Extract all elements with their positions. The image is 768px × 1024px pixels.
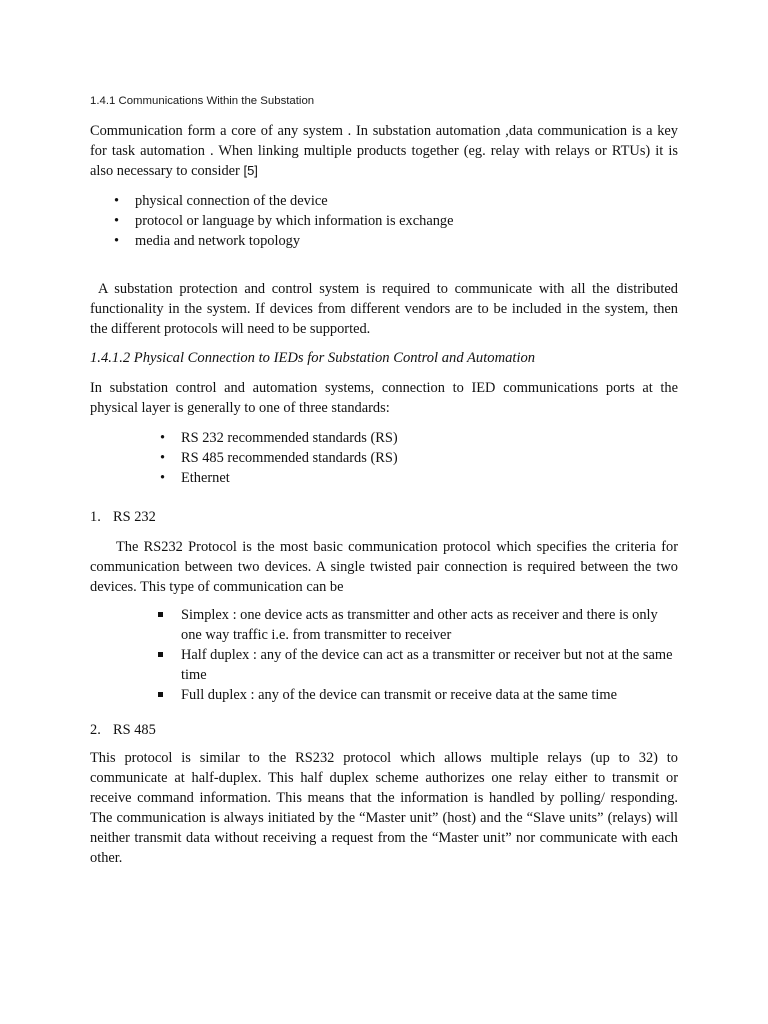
list-item: • physical connection of the device [90, 191, 678, 211]
list-item: • Ethernet [90, 468, 678, 488]
section-heading: 1.4.1 Communications Within the Substation [90, 95, 315, 107]
list-item: Half duplex : any of the device can act as a transmitter or receiver but not at the same time [90, 645, 678, 685]
list-item: • media and network topology [90, 231, 678, 251]
rs485-title: RS 485 [113, 722, 156, 738]
rs232-paragraph: The RS232 Protocol is the most basic communication protocol which specifies the criteria for communication between two devices. A single twisted pair connection is required between the two devices. This type of communication can be [90, 539, 678, 595]
consider-list [90, 191, 678, 251]
rs232-modes-list [90, 605, 678, 705]
rs232-number: 1. [90, 509, 101, 525]
rs485-paragraph [90, 748, 678, 868]
list-item: Simplex : one device acts as transmitter and other acts as receiver and there is only one way traffic i.e. from transmitter to receiver [90, 605, 678, 645]
list-item: • RS 232 recommended standards (RS) [90, 428, 678, 448]
intro-paragraph [90, 121, 678, 181]
intro-text: Communication form a core of any system . In substation automation ,data communication is a key for task automation . When linking multiple products together (eg. relay with relays or RTUs) it is also necessary to consider [90, 123, 678, 179]
rs485-paragraph-part2: The communication is always initiated by the “Master unit” (host) and the “Slave units” (relays) will neither transmit data without receiving a request from the “Master unit” nor communicate with each other. [90, 810, 678, 866]
rs485-number: 2. [90, 722, 101, 738]
rs485-heading [90, 720, 678, 740]
standards-list [90, 428, 678, 488]
rs232-title: RS 232 [113, 509, 156, 525]
list-item: • protocol or language by which information is exchange [90, 211, 678, 231]
rs232-heading [90, 507, 678, 527]
list-item: • RS 485 recommended standards (RS) [90, 448, 678, 468]
list-item: Full duplex : any of the device can transmit or receive data at the same time [90, 685, 678, 705]
subsection-heading: 1.4.1.2 Physical Connection to IEDs for Substation Control and Automation [90, 350, 536, 366]
rs485-paragraph-part1: This protocol is similar to the RS232 protocol which allows multiple relays (up to 32) to communicate at half-duplex. This half duplex scheme authorizes one relay either to transmit or receive command information. This means that the information is handled by polling/ responding. [90, 750, 678, 806]
reference-citation: [5] [243, 163, 258, 178]
protection-paragraph: A substation protection and control system is required to communicate with all the distributed functionality in the system. If devices from different vendors are to be included in the system, then the different protocols will need to be supported. [90, 281, 678, 337]
physical-layer-paragraph: In substation control and automation systems, connection to IED communications ports at the physical layer is generally to one of three standards: [90, 380, 678, 416]
